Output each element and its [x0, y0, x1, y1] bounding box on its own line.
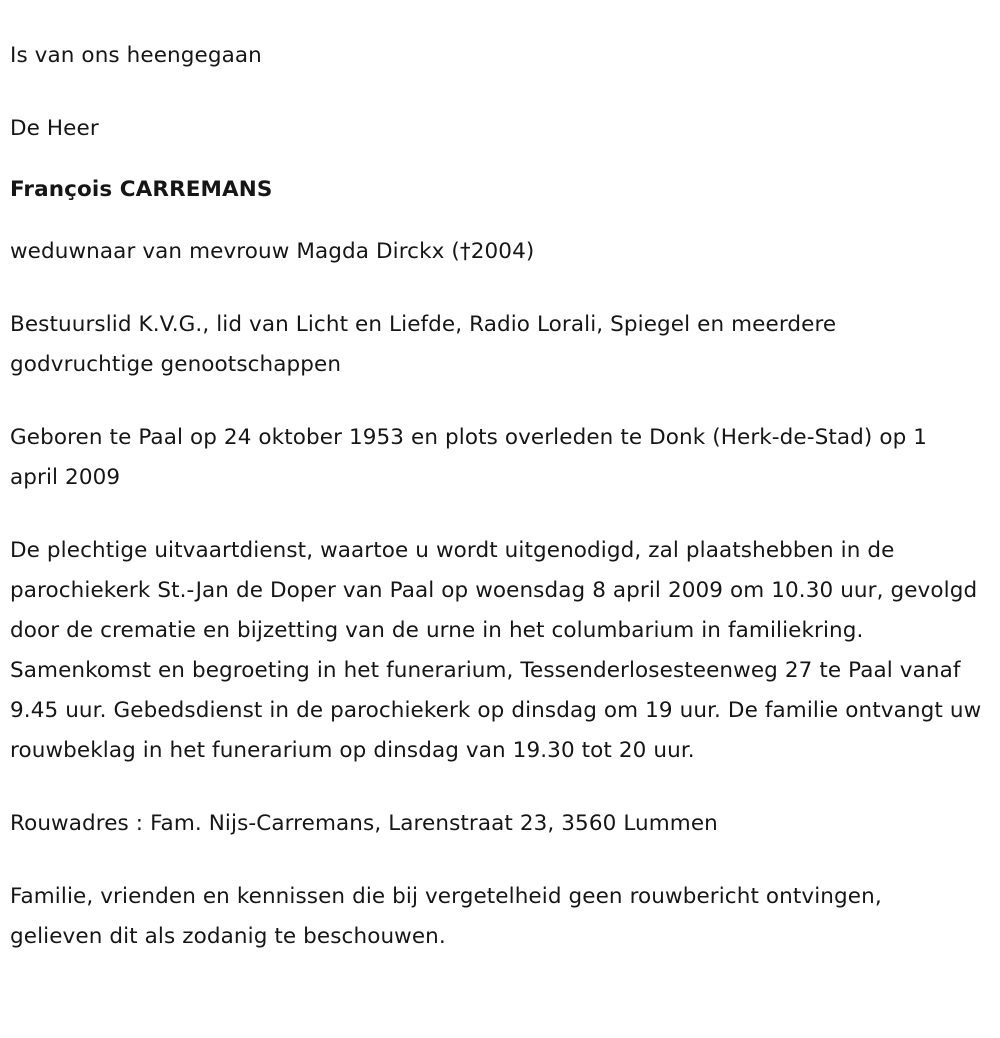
service-details-paragraph: De plechtige uitvaartdienst, waartoe u wordt uitgenodigd, zal plaatshebben in de parochiekerk St.-Jan de Doper van Paal op woensdag 8 april 2009 om 10.30 uur, gevolgd door de crematie en bijzetting van de urne in het columbarium in familiekring. Samenkomst en begroeting in het funerarium, Tessenderlosesteenweg 27 te Paal vanaf 9.45 uur. Gebedsdienst in de parochiekerk op dinsdag om 19 uur. De familie ontvangt uw rouwbeklag in het funerarium op dinsdag van 19.30 tot 20 uur. [10, 537, 982, 763]
mourning-address-line: Rouwadres : Fam. Nijs-Carremans, Larenstraat 23, 3560 Lummen [10, 810, 718, 836]
spouse-line: weduwnaar van mevrouw Magda Dirckx (†2004) [10, 238, 535, 264]
memberships-paragraph: Bestuurslid K.V.G., lid van Licht en Liefde, Radio Lorali, Spiegel en meerdere godvruchtige genootschappen [10, 311, 837, 377]
deceased-name: François CARREMANS [10, 177, 273, 202]
intro-line: Is van ons heengegaan [10, 42, 262, 68]
birth-death-paragraph: Geboren te Paal op 24 oktober 1953 en plots overleden te Donk (Herk-de-Stad) op 1 april 2009 [10, 424, 928, 490]
salutation-line: De Heer [10, 115, 99, 141]
closing-notice-paragraph: Familie, vrienden en kennissen die bij vergetelheid geen rouwbericht ontvingen, gelieven dit als zodanig te beschouwen. [10, 883, 882, 949]
